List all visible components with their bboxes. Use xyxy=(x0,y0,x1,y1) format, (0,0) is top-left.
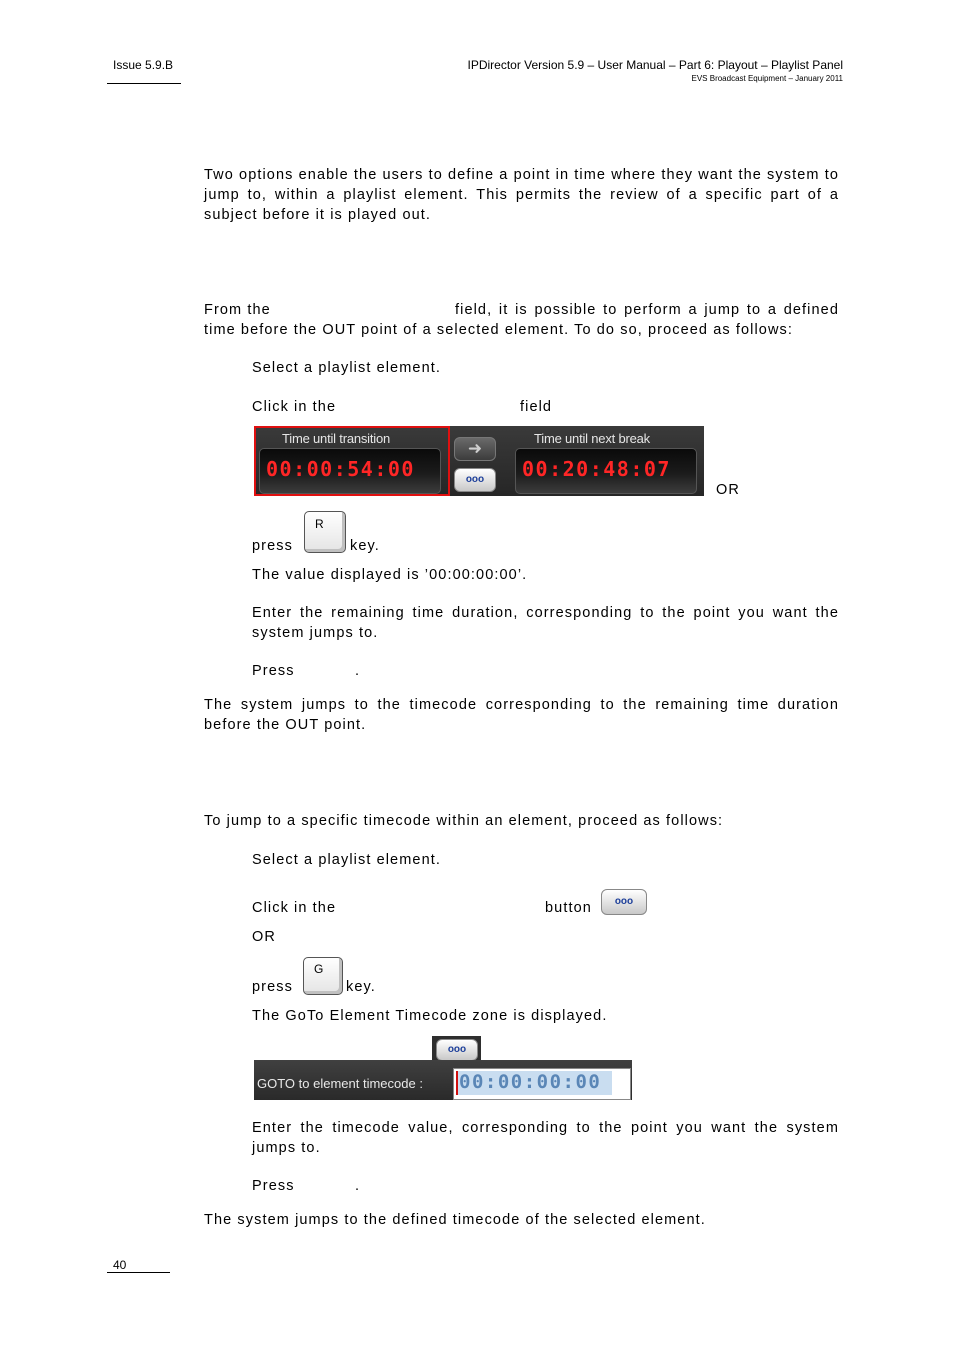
s2-step4-b: . xyxy=(355,1178,361,1194)
time-until-next-break-value: 00:20:48:07 xyxy=(522,457,671,481)
time-until-next-break-label: Time until next break xyxy=(534,431,650,446)
s1-step3: Enter the remaining time duration, corresponding to the point you want the system jumps to. xyxy=(252,605,839,641)
footer-divider xyxy=(107,1272,170,1273)
s2-key: key. xyxy=(346,979,376,995)
s1-step4-b: . xyxy=(355,663,361,679)
s1-intro-a: From the xyxy=(204,302,271,318)
intro-paragraph: Two options enable the users to define a point in time where they want the system to jump to, within a playlist element. This permits the review of a specific part of a subject before it is played out. xyxy=(204,167,839,223)
s1-step1: Select a playlist element. xyxy=(252,360,441,376)
s2-step2-a: Click in the xyxy=(252,900,337,916)
s2-step2-b: button xyxy=(545,900,592,916)
goto-tab-button[interactable] xyxy=(436,1039,478,1061)
goto-dots-icon: ooo xyxy=(465,474,485,485)
goto-timecode-button[interactable] xyxy=(454,468,496,492)
goto-tab-dots-icon: ooo xyxy=(447,1044,467,1055)
s1-step4-a: Press xyxy=(252,663,295,679)
goto-tab xyxy=(432,1036,481,1062)
s2-intro: To jump to a specific timecode within an element, proceed as follows: xyxy=(204,813,724,829)
g-key-label: G xyxy=(314,962,324,976)
header-title: IPDirector Version 5.9 – User Manual – Part 6: Playout – Playlist Panel xyxy=(467,58,843,72)
selection-highlight xyxy=(254,426,450,496)
s2-or: OR xyxy=(252,929,276,945)
time-until-transition-field[interactable] xyxy=(254,426,450,496)
goto-timecode-value: 00:00:00:00 xyxy=(459,1071,602,1093)
s1-step2-a: Click in the xyxy=(252,399,337,415)
s2-step1: Select a playlist element. xyxy=(252,852,441,868)
goto-element-timecode-zone xyxy=(254,1060,632,1100)
page-number: 40 xyxy=(113,1258,127,1272)
r-key-label: R xyxy=(315,517,324,531)
s1-or: OR xyxy=(716,482,740,498)
s2-step3: Enter the timecode value, corresponding to the point you want the system jumps to. xyxy=(252,1120,839,1156)
time-until-next-break-field[interactable] xyxy=(510,426,706,496)
goto-button-icon xyxy=(601,889,647,915)
transition-arrow-button[interactable] xyxy=(454,437,496,461)
goto-timecode-input[interactable] xyxy=(453,1068,631,1100)
transition-panel xyxy=(254,426,704,496)
goto-label: GOTO to element timecode : xyxy=(257,1076,423,1091)
s2-zone-displayed: The GoTo Element Timecode zone is displayed. xyxy=(252,1008,608,1024)
s1-press: press xyxy=(252,538,293,554)
time-until-transition-value: 00:00:54:00 xyxy=(266,457,415,481)
s1-key: key. xyxy=(350,538,380,554)
s1-value-displayed: The value displayed is ’00:00:00:00’. xyxy=(252,567,528,583)
s1-step2-b: field xyxy=(520,399,553,415)
g-key-icon xyxy=(303,957,343,995)
header-divider xyxy=(107,83,181,84)
time-until-next-break-display xyxy=(515,448,697,494)
header-issue: Issue 5.9.B xyxy=(113,58,174,72)
s1-intro-b: field, it is possible to perform a jump to a defined time before the OUT point of a selected element. To do so, proceed as follows: xyxy=(204,302,839,338)
s1-result: The system jumps to the timecode corresponding to the remaining time duration before the OUT point. xyxy=(204,697,839,733)
goto-dots-icon-inline: ooo xyxy=(614,896,634,907)
r-key-icon xyxy=(304,511,346,553)
header-subtitle: EVS Broadcast Equipment – January 2011 xyxy=(691,74,843,83)
s2-press: press xyxy=(252,979,293,995)
s2-step4-a: Press xyxy=(252,1178,295,1194)
s2-result: The system jumps to the defined timecode of the selected element. xyxy=(204,1212,706,1228)
time-until-transition-label: Time until transition xyxy=(282,431,391,446)
arrow-right-icon: ➜ xyxy=(467,439,483,458)
